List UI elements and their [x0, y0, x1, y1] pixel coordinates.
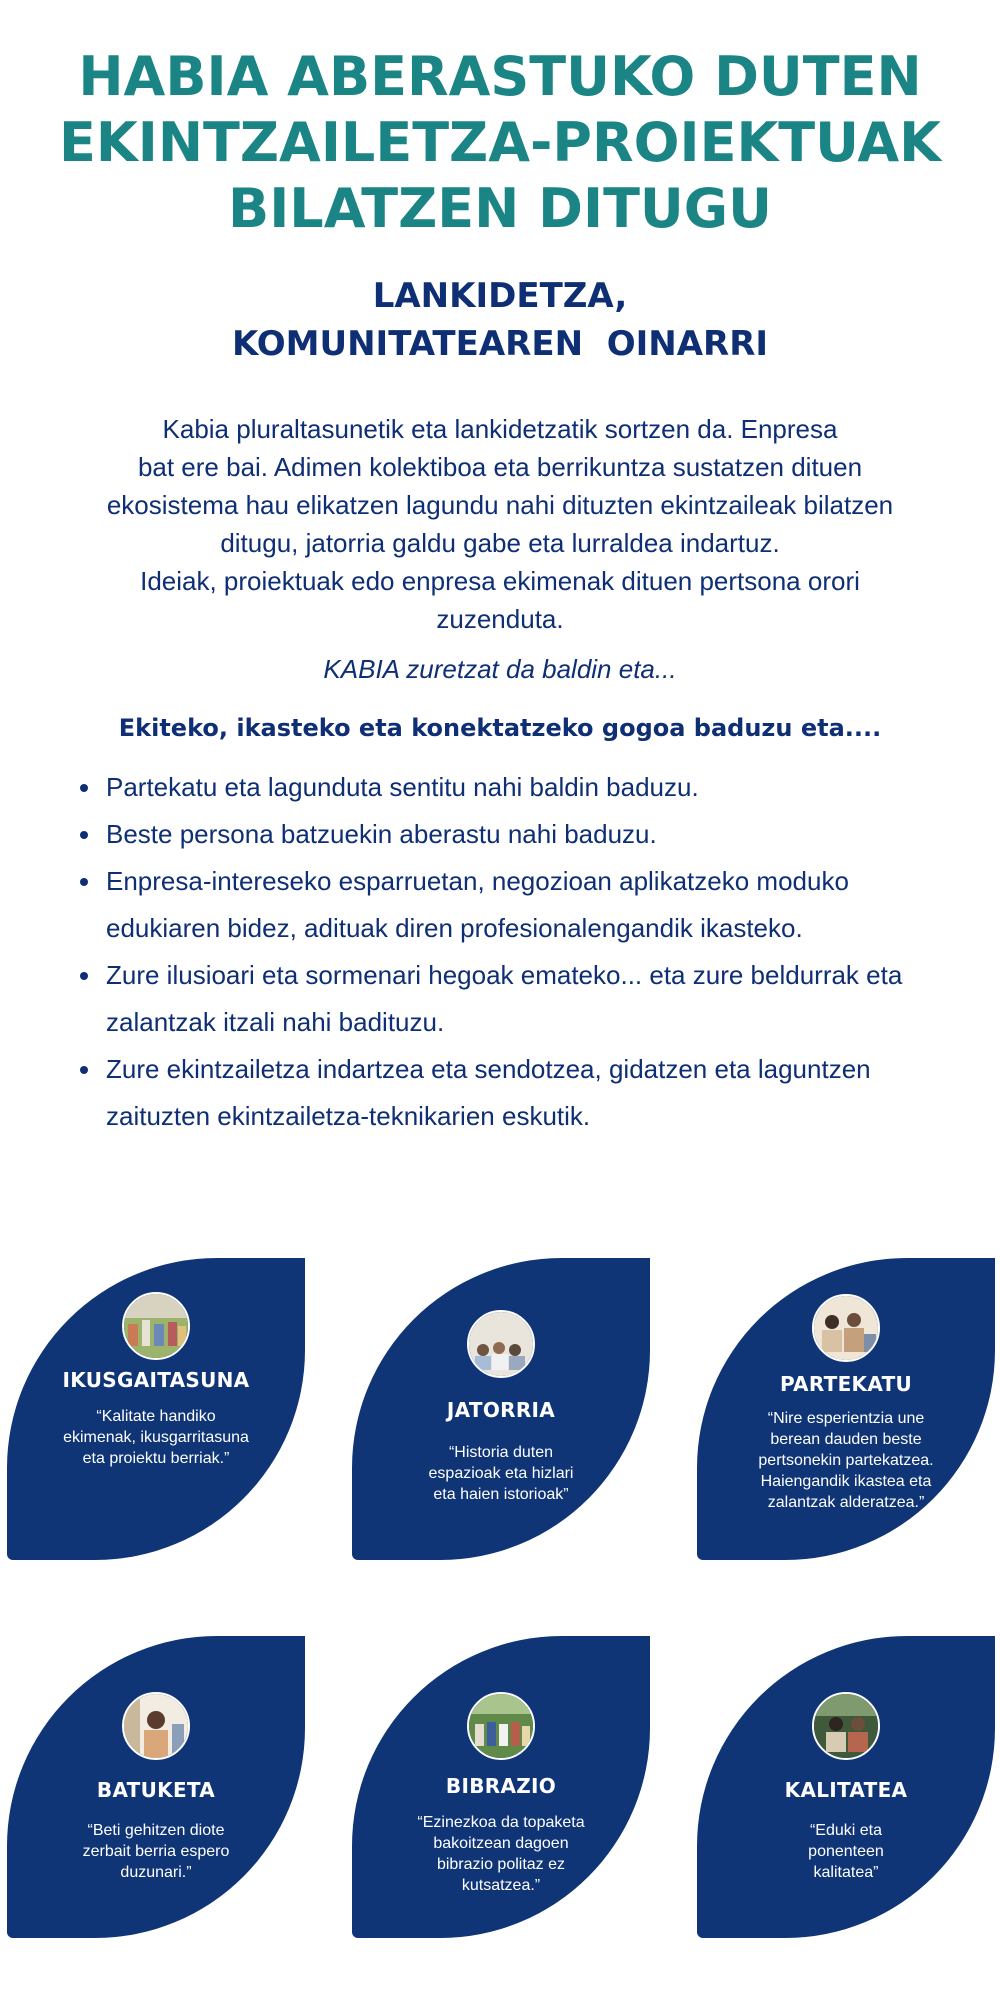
- card-quote: [41, 1406, 271, 1469]
- card-title: KALITATEA: [784, 1778, 908, 1802]
- outdoor-event-photo: [122, 1292, 190, 1360]
- card-quote-line: kutsatzea.”: [461, 1877, 541, 1894]
- card-quote-line: “Nire esperientzia une: [767, 1410, 925, 1427]
- card-jatorria: [352, 1258, 650, 1560]
- card-batuketa: [7, 1636, 305, 1938]
- main-title: [0, 44, 1000, 242]
- sub-title-line: LANKIDETZA,: [372, 276, 628, 316]
- card-quote-line: ekimenak, ikusgarritasuna: [63, 1429, 249, 1446]
- list-item: Enpresa-intereseko esparruetan, negozioan aplikatzeko moduko edukiaren bidez, adituak diren profesionalengandik ikasteko.: [78, 858, 958, 952]
- card-quote: [41, 1820, 271, 1883]
- card-quote-line: “Historia duten: [448, 1444, 554, 1461]
- card-bibrazio: [352, 1636, 650, 1938]
- card-quote-line: “Ezinezkoa da topaketa: [417, 1814, 585, 1831]
- intro-line: ditugu, jatorria galdu gabe eta lurraldea indartuz.: [220, 528, 780, 558]
- card-quote-line: pertsonekin partekatzea.: [758, 1452, 934, 1469]
- tagline: KABIA zuretzat da baldin eta...: [323, 654, 677, 684]
- intro-paragraph: [55, 410, 945, 638]
- intro-line: ekosistema hau elikatzen lagundu nahi dituzten ekintzaileak bilatzen: [106, 490, 894, 520]
- list-item: Zure ilusioari eta sormenari hegoak emateko... eta zure beldurrak eta zalantzak itzali nahi badituzu.: [78, 952, 958, 1046]
- card-title: PARTEKATU: [779, 1372, 913, 1396]
- card-quote-line: duzunari.”: [120, 1864, 192, 1881]
- emphasis-line: Ekiteko, ikasteko eta konektatzeko gogoa baduzu eta....: [118, 714, 882, 742]
- card-quote-line: “Eduki eta: [809, 1822, 883, 1839]
- main-title-line: BILATZEN DITUGU: [228, 177, 772, 240]
- intro-line: bat ere bai. Adimen kolektiboa eta berrikuntza sustatzen dituen: [137, 452, 863, 482]
- card-quote-line: “Beti gehitzen diote: [87, 1822, 225, 1839]
- card-quote-line: kalitatea”: [813, 1864, 879, 1881]
- list-item: Zure ekintzailetza indartzea eta sendotzea, gidatzen eta laguntzen zaituzten ekintzailetza-teknikarien eskutik.: [78, 1046, 958, 1140]
- card-quote-line: espazioak eta hizlari: [428, 1465, 574, 1482]
- main-title-line: HABIA ABERASTUKO DUTEN: [78, 45, 922, 108]
- intro-line: zuzenduta.: [436, 604, 564, 634]
- card-partekatu: [697, 1258, 995, 1560]
- card-title: JATORRIA: [446, 1398, 556, 1422]
- card-quote: [386, 1812, 616, 1896]
- card-quote-line: zerbait berria espero: [82, 1843, 230, 1860]
- benefits-list: [78, 764, 958, 1140]
- card-quote: [731, 1820, 961, 1883]
- list-item: Partekatu eta lagunduta sentitu nahi baldin baduzu.: [78, 764, 958, 811]
- card-quote-line: eta proiektu berriak.”: [82, 1450, 230, 1467]
- card-quote-line: bibrazio politaz ez: [436, 1856, 566, 1873]
- workshop-photo: [812, 1692, 880, 1760]
- card-title: BATUKETA: [96, 1778, 216, 1802]
- card-quote: [731, 1408, 961, 1513]
- list-item: Beste persona batzuekin aberastu nahi baduzu.: [78, 811, 958, 858]
- sub-title: [0, 272, 1000, 368]
- intro-line: Kabia pluraltasunetik eta lankidetzatik sortzen da. Enpresa: [162, 414, 838, 444]
- main-title-line: EKINTZAILETZA-PROIEKTUAK: [59, 111, 941, 174]
- card-title: BIBRAZIO: [445, 1774, 557, 1798]
- garden-gathering-photo: [467, 1692, 535, 1760]
- card-quote: [386, 1442, 616, 1505]
- card-kalitatea: [697, 1636, 995, 1938]
- card-quote-line: berean dauden beste: [770, 1431, 922, 1448]
- card-quote-line: “Kalitate handiko: [96, 1408, 216, 1425]
- intro-line: Ideiak, proiektuak edo enpresa ekimenak dituen pertsona orori: [140, 566, 860, 596]
- seated-group-photo: [812, 1294, 880, 1362]
- card-quote-line: zalantzak alderatzea.”: [767, 1494, 925, 1511]
- sub-title-line: KOMUNITATEAREN OINARRI: [231, 324, 769, 364]
- card-quote-line: ponenteen: [808, 1843, 884, 1860]
- speaker-photo: [122, 1692, 190, 1760]
- card-quote-line: bakoitzean dagoen: [433, 1835, 569, 1852]
- card-title: IKUSGAITASUNA: [62, 1368, 250, 1392]
- card-quote-line: Haiengandik ikastea eta: [760, 1473, 932, 1490]
- card-ikusgaitasuna: [7, 1258, 305, 1560]
- card-quote-line: eta haien istorioak”: [433, 1486, 569, 1503]
- audience-photo: [467, 1310, 535, 1378]
